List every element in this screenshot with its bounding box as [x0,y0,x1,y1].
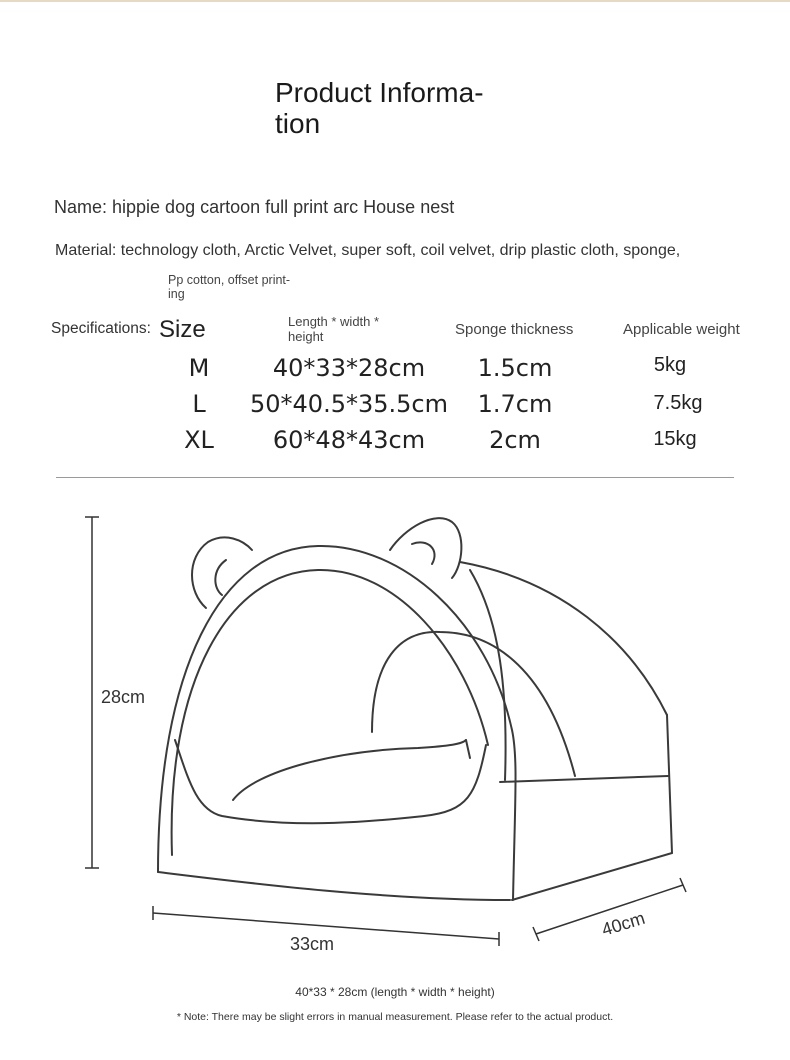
row-l-dimensions: 50*40.5*35.5cm [250,390,448,418]
pet-house-diagram [0,500,790,970]
header-sponge: Sponge thickness [455,321,574,338]
left-ear-inner [215,560,226,595]
material-line-2b: ing [168,287,185,301]
row-l-weight: 7.5kg [653,392,703,414]
measurement-note: * Note: There may be slight errors in manual measurement. Please refer to the actual product. [176,1011,614,1023]
side-panel-right [667,715,672,853]
header-weight: Applicable weight [623,321,740,338]
header-dimensions [288,314,408,344]
left-ear-outline [192,537,252,608]
opening-lip [175,740,486,823]
interior-fold [470,570,506,780]
height-label: 28cm [101,687,146,707]
cushion-fold [466,740,470,758]
row-m-weight: 5kg [653,354,687,376]
row-xl-sponge: 2cm [489,426,541,454]
side-panel-bottom [512,853,672,900]
title-line-2: tion [275,108,321,139]
row-m-dimensions: 40*33*28cm [272,354,426,382]
row-m-sponge: 1.5cm [477,354,553,382]
material-line-2 [168,273,318,301]
header-size: Size [159,316,206,343]
row-m-size: M [188,354,210,382]
arc-outer [158,546,516,900]
material-line-2a: Pp cotton, offset print- [168,273,291,287]
header-dimensions-b: height [288,329,324,344]
dimensions-caption: 40*33 * 28cm (length * width * height) [295,985,495,999]
side-panel-top [460,562,667,715]
row-xl-weight: 15kg [653,428,697,450]
back-arc [372,632,575,776]
page-title [275,77,505,139]
section-divider [56,477,734,478]
header-dimensions-a: Length * width * [288,314,380,329]
cushion [233,740,466,800]
material-line-1: Material: technology cloth, Arctic Velvet, super soft, coil velvet, drip plastic cloth, sponge, [55,242,681,259]
width-label: 33cm [290,934,335,954]
product-name: Name: hippie dog cartoon full print arc House nest [54,197,455,217]
depth-label: 40cm [599,907,648,940]
row-xl-size: XL [184,426,214,454]
specifications-label: Specifications: [51,320,151,337]
row-l-size: L [192,390,206,418]
row-l-sponge: 1.7cm [477,390,553,418]
row-xl-dimensions: 60*48*43cm [272,426,426,454]
top-accent-line [0,0,790,2]
title-line-1: Product Informa- [275,77,484,108]
base-front [158,872,510,900]
side-panel-seam [500,776,668,782]
right-ear-inner [412,542,435,564]
